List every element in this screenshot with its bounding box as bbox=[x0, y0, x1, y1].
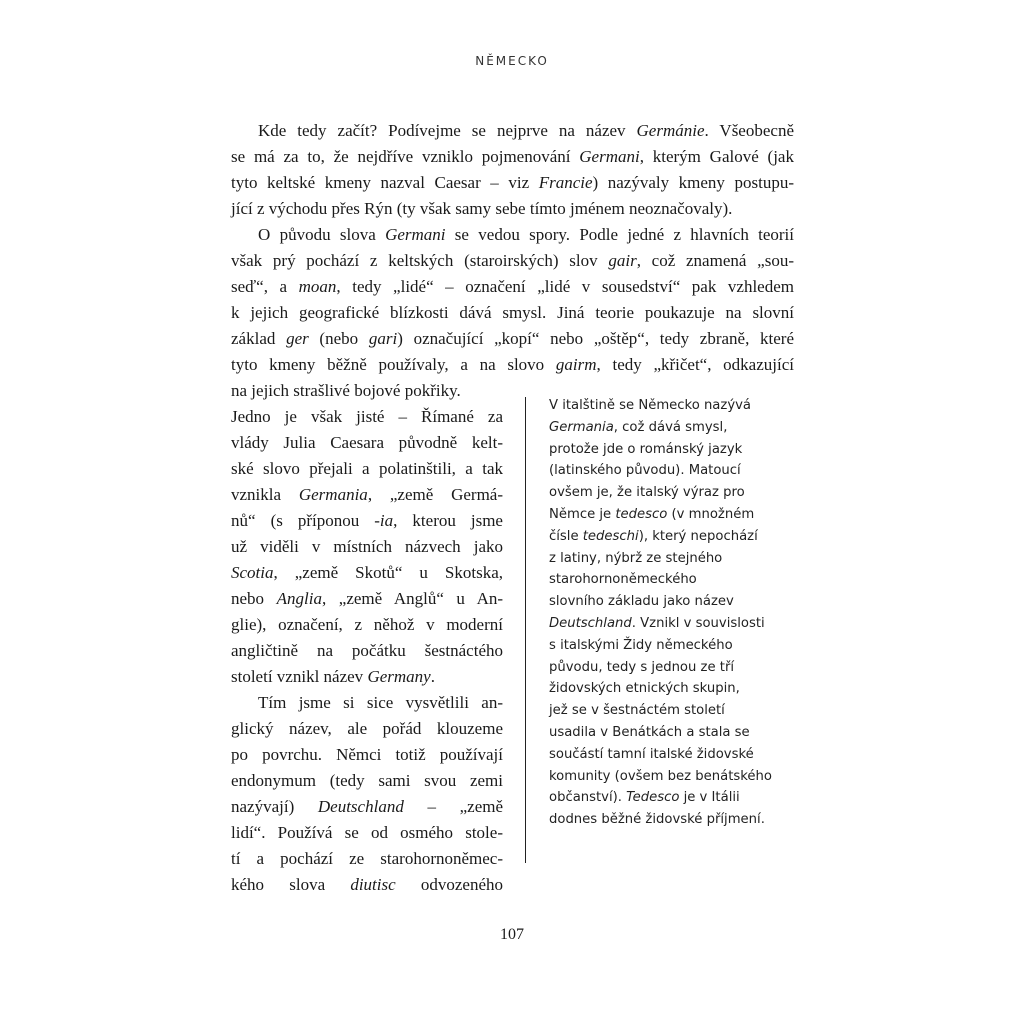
sidebar-text-line: protože jde o románský jazyk bbox=[549, 441, 743, 457]
main-text-line: tyto keltské kmeny nazval Caesar – viz Francie) nazývaly kmeny postupu- bbox=[231, 173, 794, 192]
sidebar-text-line: komunity (ovšem bez benátského bbox=[549, 768, 772, 784]
column-text-line: lidí“. Používá se od osmého stole- bbox=[231, 823, 503, 842]
main-text-line: však prý pochází z keltských (staroirských) slov gair, což znamená „sou- bbox=[231, 251, 794, 270]
sidebar-text-line: V italštině se Německo nazývá bbox=[549, 398, 752, 413]
sidebar-text-line: s italskými Židy německého bbox=[549, 637, 733, 653]
column-text-line: nazývají) Deutschland – „země bbox=[231, 797, 504, 816]
column-text-line: na jejich strašlivé bojové pokřiky. bbox=[231, 381, 461, 400]
sidebar-text-line: součástí tamní italské židovské bbox=[549, 746, 754, 762]
main-text-line: tyto kmeny běžně používaly, a na slovo gairm, tedy „křičet“, odkazující bbox=[231, 355, 794, 374]
sidebar-text-line: původu, tedy s jednou ze tří bbox=[549, 659, 735, 675]
sidebar-text-line: z latiny, nýbrž ze stejného bbox=[549, 550, 723, 566]
sidebar-text-line: židovských etnických skupin, bbox=[549, 681, 740, 697]
main-text-line: k jejich geografické blízkosti dává smysl. Jiná teorie poukazuje na slovní bbox=[231, 303, 794, 322]
sidebar-text-line: Germania, což dává smysl, bbox=[549, 419, 728, 435]
column-text-line: nebo Anglia, „země Anglů“ u An- bbox=[231, 589, 504, 608]
column-text-line: vznikla Germania, „země Germá- bbox=[231, 485, 503, 504]
main-text-line: jící z východu přes Rýn (ty však samy sebe tímto jménem neoznačovaly). bbox=[231, 199, 733, 218]
sidebar-text-line: starohornoněmeckého bbox=[549, 572, 697, 588]
main-text-line: O původu slova Germani se vedou spory. Podle jedné z hlavních teorií bbox=[258, 225, 795, 244]
column-text-line: glický název, ale pořád klouzeme bbox=[231, 719, 503, 738]
column-text-line: vlády Julia Caesara původně kelt- bbox=[231, 433, 503, 452]
sidebar-text-line: čísle tedeschi), který nepochází bbox=[549, 528, 758, 544]
sidebar-text-line: Němce je tedesco (v množném bbox=[549, 507, 755, 522]
column-text-line: nů“ (s příponou -ia, kterou jsme bbox=[231, 511, 503, 530]
page-number: 107 bbox=[500, 926, 524, 943]
sidebar-divider bbox=[525, 397, 526, 863]
column-text-line: angličtině na počátku šestnáctého bbox=[231, 641, 503, 660]
main-text-line: Kde tedy začít? Podívejme se nejprve na název Germánie. Všeobecně bbox=[258, 121, 794, 140]
column-text-line: ské slovo přejali a polatinštili, a tak bbox=[231, 459, 503, 478]
column-text-line: glie), označení, z něhož v moderní bbox=[231, 615, 503, 634]
main-text-line: seď“, a moan, tedy „lidé“ – označení „lidé v sousedství“ pak vzhledem bbox=[231, 277, 794, 296]
column-text-line: Tím jsme si sice vysvětlili an- bbox=[258, 693, 503, 712]
column-text-line: po povrchu. Němci totiž používají bbox=[231, 745, 503, 764]
sidebar-text-line: usadila v Benátkách a stala se bbox=[549, 725, 750, 740]
column-text-line: Scotia, „země Skotů“ u Skotska, bbox=[231, 563, 503, 582]
sidebar-text-line: občanství). Tedesco je v Itálii bbox=[549, 790, 740, 806]
running-head: NĚMECKO bbox=[475, 54, 549, 68]
column-text-line: už viděli v místních názvech jako bbox=[231, 537, 503, 556]
main-text-line: se má za to, že nejdříve vzniklo pojmenování Germani, kterým Galové (jak bbox=[231, 147, 794, 166]
column-text-line: endonymum (tedy sami svou zemi bbox=[231, 771, 503, 790]
sidebar-text-line: slovního základu jako název bbox=[549, 594, 734, 610]
sidebar-text-line: Deutschland. Vznikl v souvislosti bbox=[549, 616, 765, 631]
sidebar-text-line: jež se v šestnáctém století bbox=[549, 703, 725, 719]
column-text-line: tí a pochází ze starohornoněmec- bbox=[231, 849, 503, 868]
sidebar-text-line: ovšem je, že italský výraz pro bbox=[549, 485, 745, 501]
column-text-line: století vznikl název Germany. bbox=[231, 667, 435, 686]
main-text-line: základ ger (nebo gari) označující „kopí“ nebo „oštěp“, tedy zbraně, které bbox=[231, 329, 795, 348]
column-text-line: kého slova diutisc odvozeného bbox=[231, 875, 504, 894]
sidebar-text-line: (latinského původu). Matoucí bbox=[549, 463, 741, 479]
column-text-line: Jedno je však jisté – Římané za bbox=[231, 407, 503, 426]
sidebar-text-line: dodnes běžné židovské příjmení. bbox=[549, 812, 765, 828]
